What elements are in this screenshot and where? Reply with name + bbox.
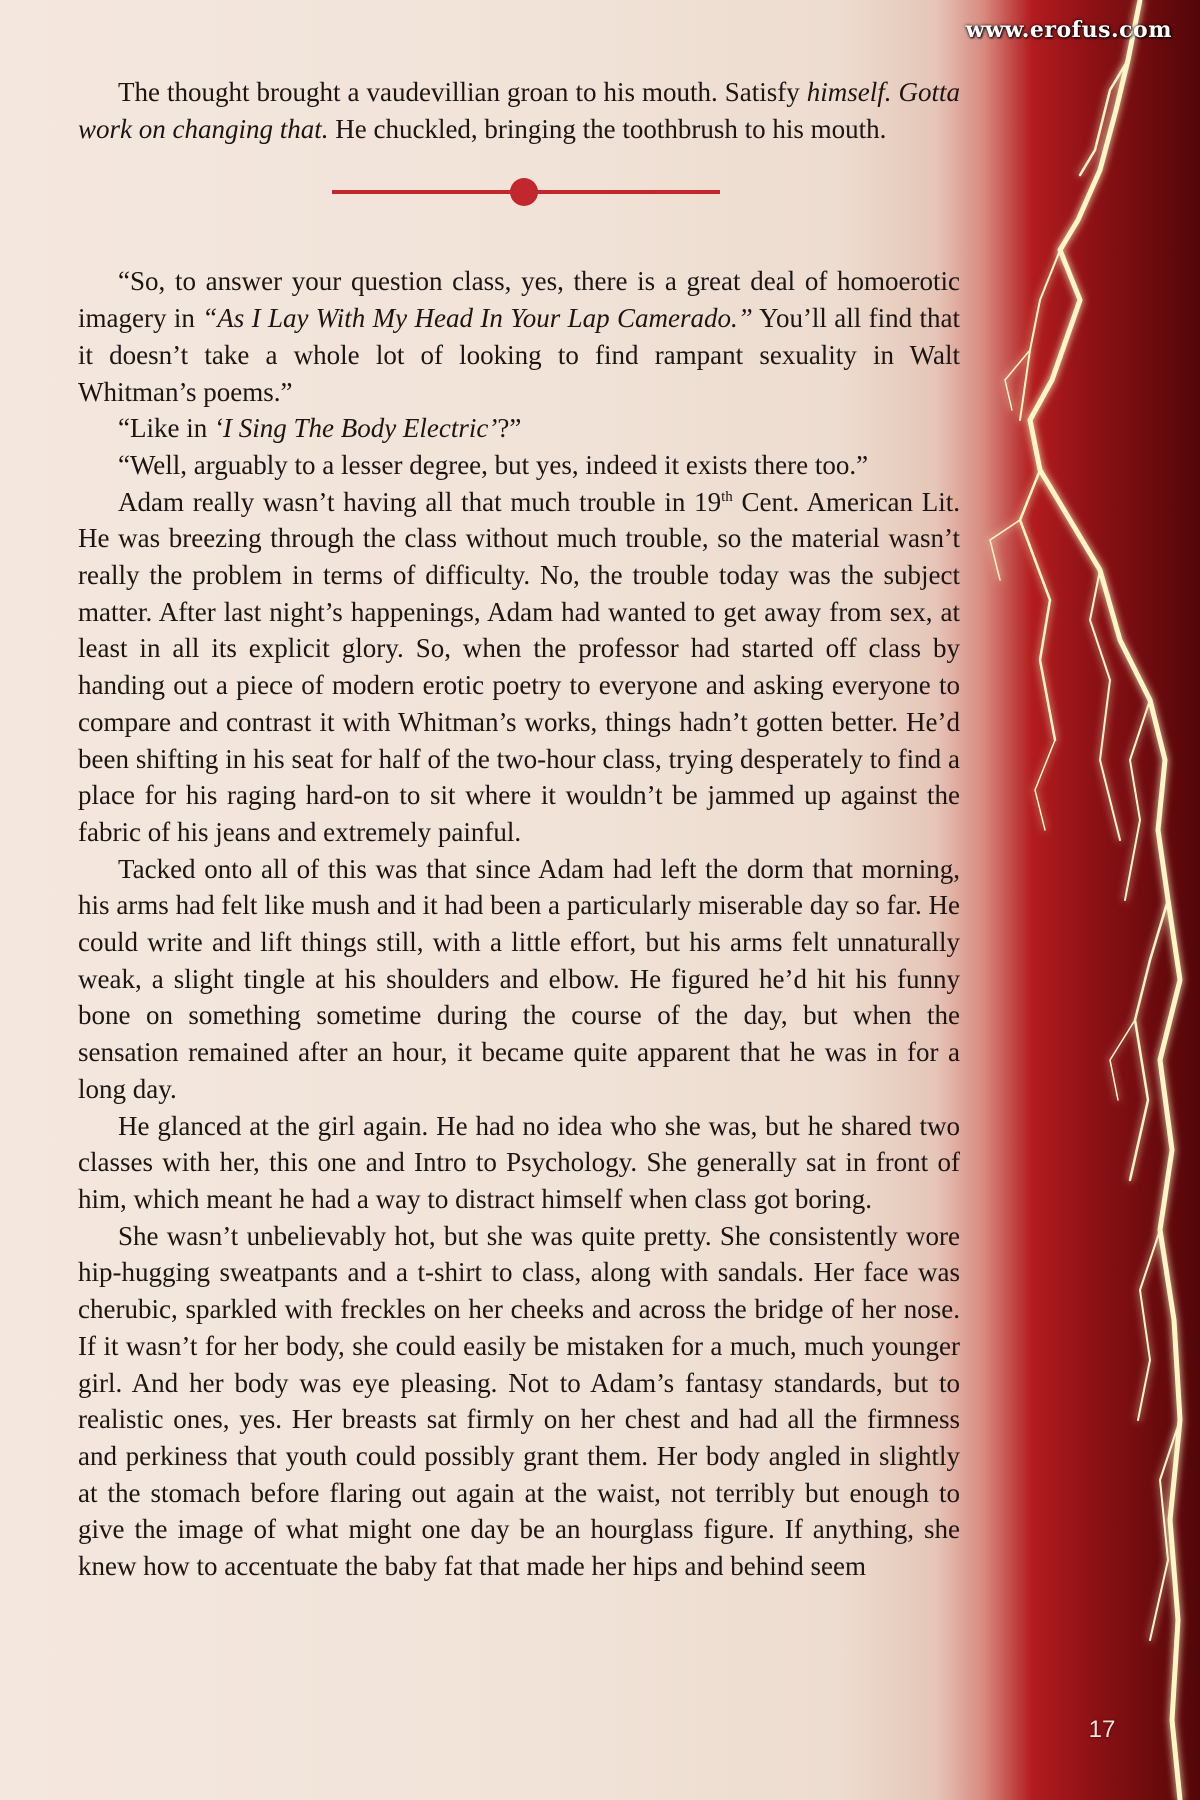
text-run: “As I Lay With My Head In Your Lap Camerado.” xyxy=(202,303,753,334)
text-run: himself. Gotta work on changing that. xyxy=(78,77,961,144)
text-run: The thought brought a vaudevillian groan to his mouth. Satisfy xyxy=(118,77,807,107)
text-run: ‘I Sing The Body Electric’ xyxy=(213,413,498,444)
text-run: She wasn’t unbelievably hot, but she was quite pretty. She consistently wore hip-hugging sweatpants and a t-shirt to class, along with sandals. Her face was cherubic, sparkled with freckles on her cheeks and across the bridge of her nose. If it wasn’t for her body, she could easily be mistaken for a much, much younger girl. And her body was eye pleasing. Not to Adam’s fantasy standards, but to realistic ones, yes. Her breasts sat firmly on her chest and had all the firmness and perkiness that youth could possibly grant them. Her body angled in slightly at the stomach before flaring out again at the waist, not terribly but enough to give the image of what might one day be an hourglass figure. If anything, she knew how to accentuate the baby fat that made her hips and behind seem xyxy=(78,1220,960,1582)
text-run: He chuckled, bringing the toothbrush to his mouth. xyxy=(328,113,887,144)
text-run: ?” xyxy=(497,413,522,444)
section-divider xyxy=(332,177,720,207)
watermark-text: www.erofus.com xyxy=(965,17,1172,43)
paragraph-toothbrush xyxy=(78,74,960,147)
paragraph-professor-reply xyxy=(78,447,960,484)
divider-dot-ornament xyxy=(510,178,538,206)
paragraph-girl-glance xyxy=(78,1108,960,1218)
text-run: th xyxy=(721,488,733,505)
text-run: Cent. American Lit. He was breezing through the class without much trouble, so the material wasn’t really the problem in terms of difficulty. No, the trouble today was the subject matter. After last night’s happenings, Adam had wanted to get away from sex, at least in all its explicit glory. So, when the professor had started off class by handing out a piece of modern erotic poetry to everyone and asking everyone to compare and contrast it with Whitman’s works, things hadn’t gotten better. He’d been shifting in his seat for half of the two-hour class, trying desperately to find a place for his raging hard-on to sit where it wouldn’t be jammed up against the fabric of his jeans and extremely painful. xyxy=(78,486,960,847)
text-run: “Like in xyxy=(118,413,214,444)
text-run: You’ll all find that it doesn’t take a whole lot of looking to find rampant sexuality in Walt Whitman’s poems.” xyxy=(78,303,960,407)
paragraph-adam-class xyxy=(78,484,960,851)
paragraph-adam-arms xyxy=(78,851,960,1108)
text-run: Tacked onto all of this was that since Adam had left the dorm that morning, his arms had felt like mush and it had been a particularly miserable day so far. He could write and lift things still, with a little effort, but his arms felt unnaturally weak, a slight tingle at his shoulders and elbow. He figured he’d hit his funny bone on something sometime during the course of the day, but when the sensation remained after an hour, it became quite apparent that he was in for a long day. xyxy=(78,853,960,1104)
text-run: Adam really wasn’t having all that much trouble in 19 xyxy=(118,486,722,517)
page-number: 17 xyxy=(1088,1716,1116,1743)
page-content xyxy=(78,74,960,1585)
paragraph-girl-description xyxy=(78,1218,960,1585)
paragraph-student-question xyxy=(78,410,960,447)
text-run: “Well, arguably to a lesser degree, but yes, indeed it exists there too.” xyxy=(118,449,869,480)
text-run: “So, to answer your question class, yes, there is a great deal of homoerotic imagery in xyxy=(78,266,960,334)
text-run: He glanced at the girl again. He had no idea who she was, but he shared two classes with her, this one and Intro to Psychology. She generally sat in front of him, which meant he had a way to distract himself when class got boring. xyxy=(78,1110,960,1214)
paragraph-professor-answer xyxy=(78,263,960,410)
